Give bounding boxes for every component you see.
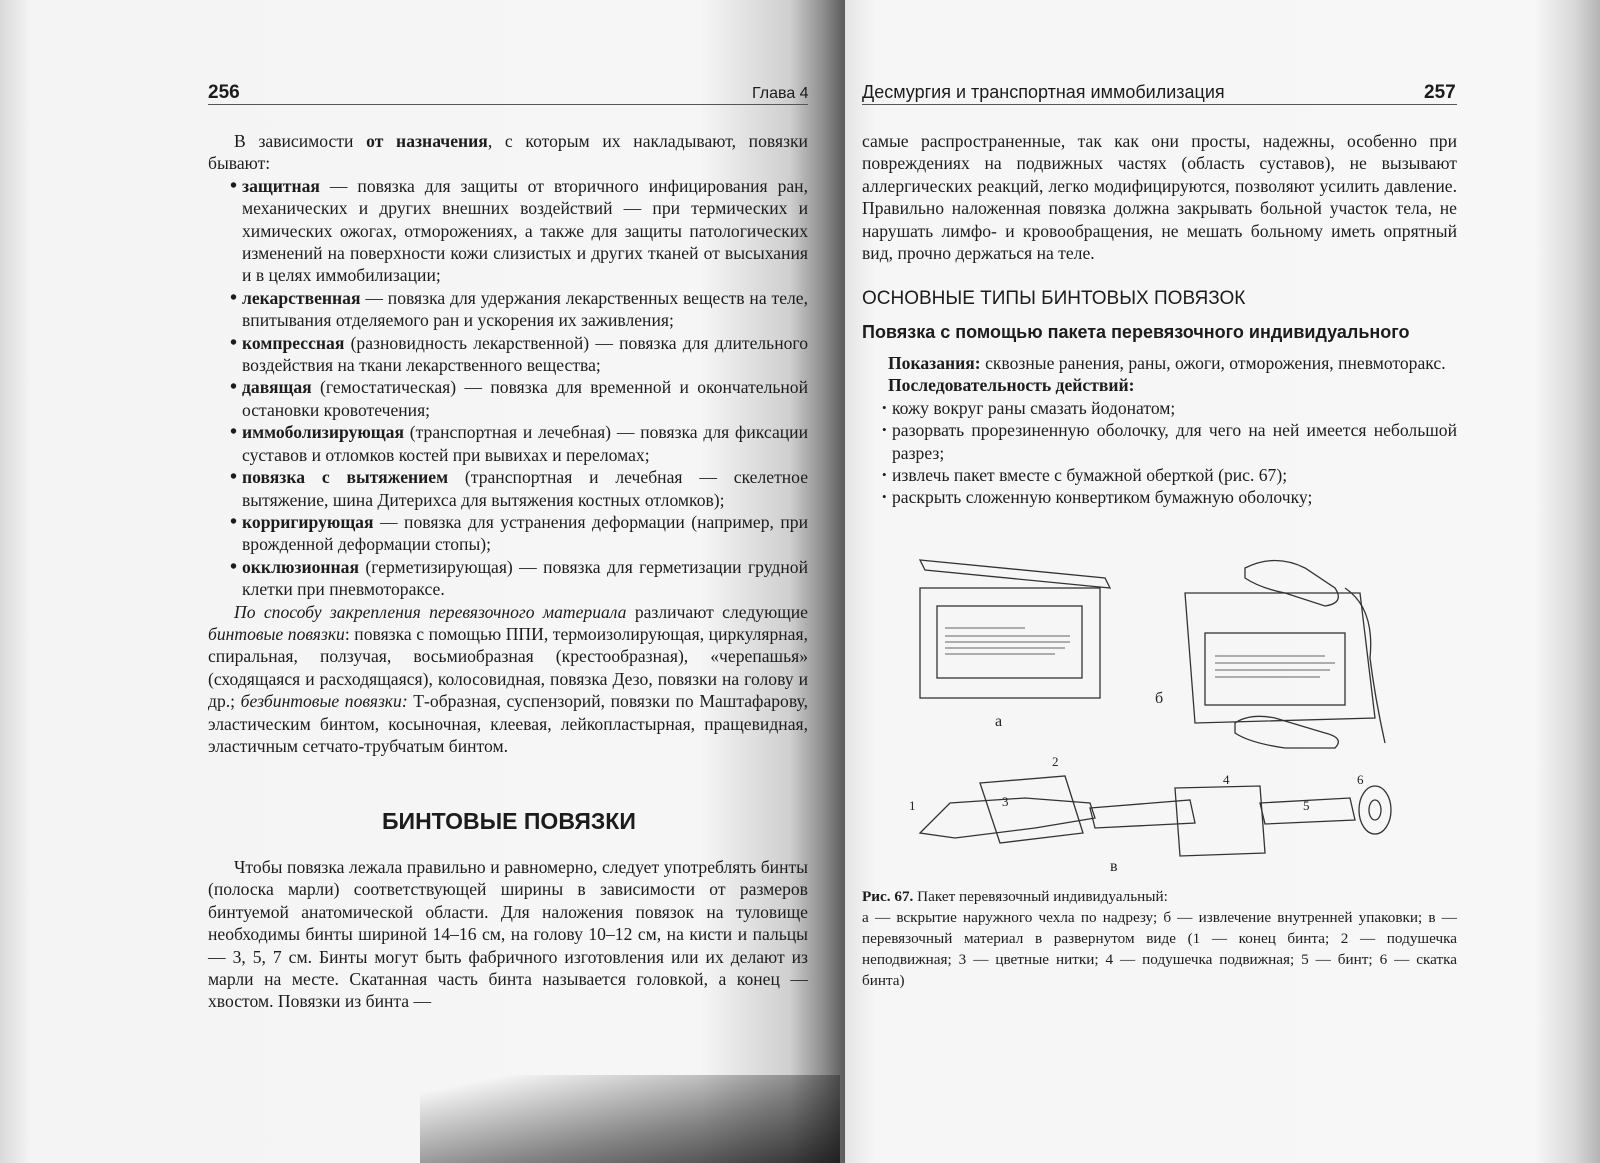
purpose-item: • повязка с вытяжением (транспортная и лечебная — скелетное вытяжение, шина Дитерихса для вытяжения костных отломков); [230,466,808,511]
procedure-body [862,352,1457,509]
step-item: • раскрыть сложенную конвертиком бумажную оболочку; [880,486,1457,508]
bandage-strip [1090,800,1195,828]
left-body [208,130,808,757]
purpose-item: • компрессная (разновидность лекарственной) — повязка для длительного воздействия на ткани лекарственного вещества; [230,332,808,377]
caption-text: а — вскрытие наружного чехла по надрезу; б — извлечение внутренней упаковки; в — перевязочный материал в развернутом виде (1 — конец бинта; 2 — подушечка неподвижная; 3 — цветные нитки; 4 — подушечка подвижная; 5 — бинт; 6 — скатка бинта) [862,909,1457,989]
bandage-roll [1359,786,1391,834]
hand-top [1245,561,1338,607]
figure-caption [862,886,1457,991]
indications-paragraph: Показания: сквозные ранения, раны, ожоги, отморожения, пневмоторакс. [888,353,1446,373]
step-item: • разорвать прорезиненную оболочку, для чего на ней имеется небольшой разрез; [880,419,1457,464]
subsection-title: Повязка с помощью пакета перевязочного индивидуального [862,322,1410,342]
package-outer [920,588,1100,698]
bandage-roll-core [1369,800,1381,820]
inner-pack [1205,633,1345,705]
step-item: • кожу вокруг раны смазать йодонатом; [880,397,1457,419]
figure-number-2: 2 [1052,754,1059,769]
figure-number-6: 6 [1357,772,1364,787]
outer-sleeve [1185,593,1375,723]
page-number-right: 257 [1424,82,1456,103]
header-rule-right [862,104,1457,105]
figure-number-5: 5 [1303,798,1310,813]
page-number-left: 256 [208,82,240,103]
torn-strip [920,560,1110,588]
header-rule-left [208,104,808,105]
caption-title: Рис. 67. Пакет перевязочный индивидуальный: [862,888,1168,905]
right-body [862,130,1457,264]
bandage-body [208,856,808,1013]
purpose-item: • лекарственная — повязка для удержания лекарственных веществ на теле, впитывания отделяемого ран и ускорения их заживления; [230,287,808,332]
purpose-item: • иммоболизирующая (транспортная и лечебная) — повязка для фиксации суставов и отломков костей при вывихах и переломах; [230,421,808,466]
page-gutter-shadow [420,1075,840,1163]
section-title-types: ОСНОВНЫЕ ТИПЫ БИНТОВЫХ ПОВЯЗОК [862,288,1246,309]
figure-number-1: 1 [909,798,916,813]
movable-pad [1175,786,1265,856]
continuation-paragraph: самые распространенные, так как они просты, надежны, особенно при повреждениях на подвижных частях (область суставов), не вызывают аллергических реакций, легко модифицируются, позволяют усилить давление. Правильно наложенная повязка должна закрывать больной участок тела, не нарушать лимфо- и кровообращения, не мешать больному иметь опрятный вид, прочно держаться на теле. [862,131,1457,264]
fixation-paragraph: По способу закрепления перевязочного материала различают следующие бинтовые повязки: повязка с помощью ППИ, термоизолирующая, циркулярная, спиральная, ползучая, восьмиобразная (крестообразная), «черепашья» (сходящаяся и расходящаяся), колосовидная, повязка Дезо, повязки на голову и др.; безбинтовые повязки: Т-образная, суспензорий, повязки по Маштафарову, эластическим бинтом, косыночная, клеевая, лейкопластырная, пращевидная, эластичным сетчато-трубчатым бинтом. [208,601,808,756]
intro-paragraph: В зависимости от назначения, с которым их накладывают, повязки бывают: [208,131,808,174]
figure-label-a: а [995,713,1003,730]
figure-label-v: в [1110,858,1118,875]
purpose-item: • давящая (гемостатическая) — повязка для временной и окончательной остановки кровотечения; [230,376,808,421]
purpose-item: • защитная — повязка для защиты от вторичного инфицирования ран, механических и других внешних воздействий — при термических и химических ожогах, отморожениях, а также для защиты патологических изменений на поверхности кожи слизистых и других тканей от высыхания и в целях иммобилизации; [230,175,808,287]
figure-number-4: 4 [1223,772,1230,787]
purpose-list [230,175,808,601]
running-title-left: Глава 4 [752,85,809,102]
torn-sleeve-edge [1345,588,1385,743]
figure-label-b: б [1155,690,1164,707]
running-title-right: Десмургия и транспортная иммобилизация [862,82,1225,102]
section-title-bandages: БИНТОВЫЕ ПОВЯЗКИ [382,808,636,834]
step-item: • извлечь пакет вместе с бумажной оберткой (рис. 67); [880,464,1457,486]
bandage-paragraph: Чтобы повязка лежала правильно и равномерно, следует употреблять бинты (полоска марли) соответствующей ширины в зависимости от размеров бинтуемой анатомической области. Для наложения повязок на туловище необходимы бинты шириной 14–16 см, на голову 10–12 см, на кисти и пальцы — 3, 5, 7 см. Бинты могут быть фабричного изготовления или их делают из марли на месте. Скатанная часть бинта называется головкой, а конец — хвостом. Повязки из бинта — [208,857,808,1012]
steps-heading: Последовательность действий: [888,375,1135,396]
intro-bold-term: от назначения [366,131,488,151]
steps-list [880,397,1457,509]
purpose-item: • окклюзионная (герметизирующая) — повязка для герметизации грудной клетки при пневмотораксе. [230,556,808,601]
figure-67-illustration [905,548,1425,883]
purpose-item: • корригирующая — повязка для устранения деформации (например, при врожденной деформации стопы); [230,511,808,556]
figure-number-3: 3 [1002,794,1009,809]
